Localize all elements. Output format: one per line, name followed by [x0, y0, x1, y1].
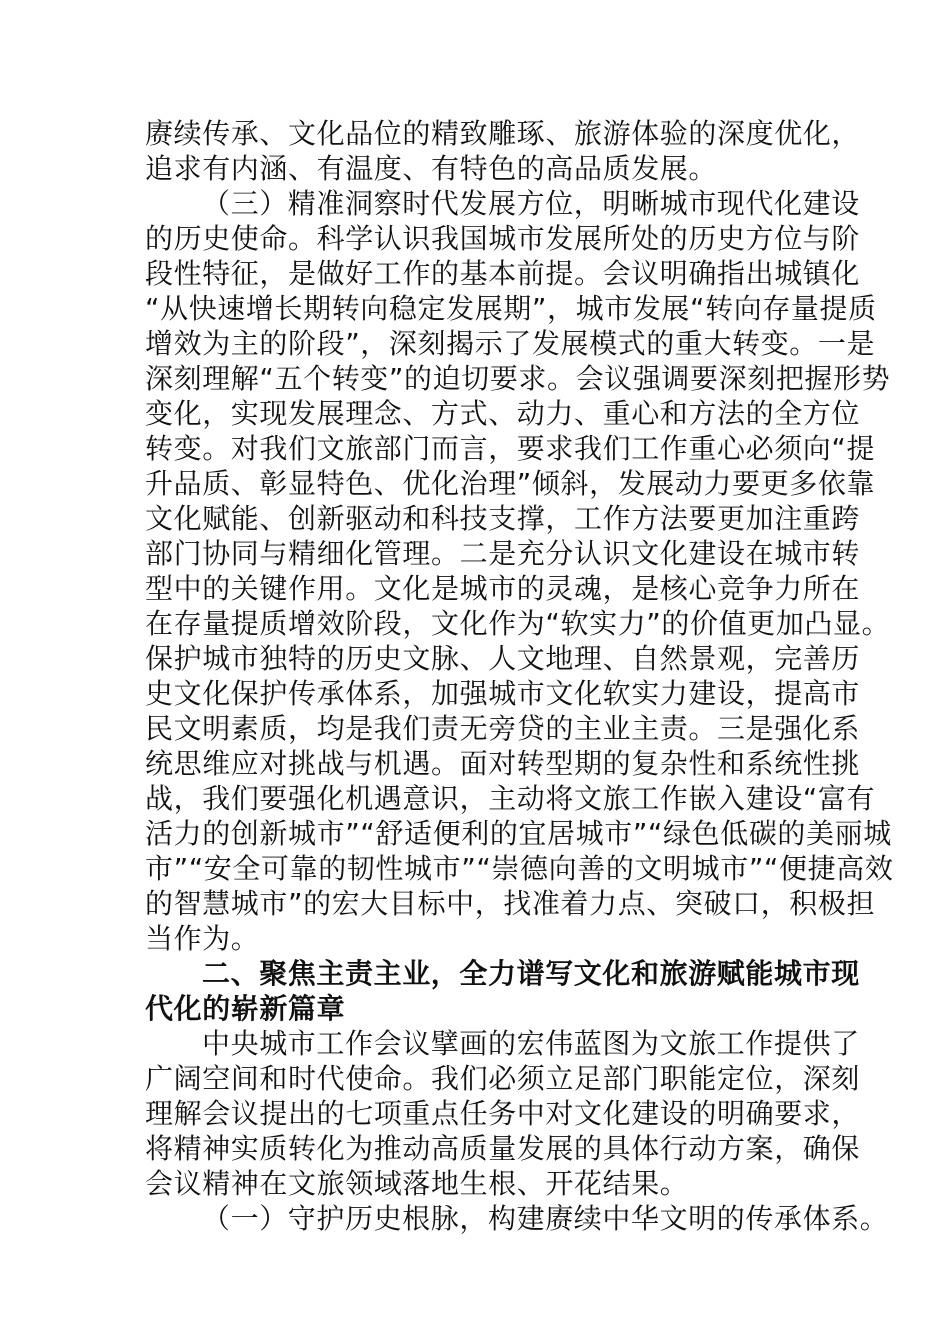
subheading-3: （三）精准洞察时代发展方位，明晰城市现代化建设	[202, 187, 860, 220]
text-line: 升品质、彰显特色、优化治理”倾斜，发展动力要更多依靠	[145, 467, 876, 500]
text-line: 民文明素质，均是我们责无旁贷的主业主责。三是强化系	[145, 712, 861, 745]
text-line: 的智慧城市”的宏大目标中，找准着力点、突破口，积极担	[145, 887, 876, 920]
text-line: “从快速增长期转向稳定发展期”，城市发展“转向存量提质	[145, 292, 877, 325]
text-line: 追求有内涵、有温度、有特色的高品质发展。	[145, 152, 718, 185]
text-line: 史文化保护传承体系，加强城市文化软实力建设，提高市	[145, 677, 861, 710]
text-line: 活力的创新城市”“舒适便利的宜居城市”“绿色低碳的美丽城	[145, 817, 892, 850]
text-line: 理解会议提出的七项重点任务中对文化建设的明确要求，	[145, 1097, 861, 1130]
text-line: 型中的关键作用。文化是城市的灵魂，是核心竞争力所在	[145, 572, 861, 605]
text-line: 中央城市工作会议擘画的宏伟蓝图为文旅工作提供了	[202, 1027, 860, 1060]
text-line: 保护城市独特的历史文脉、人文地理、自然景观，完善历	[145, 642, 861, 675]
text-line: 统思维应对挑战与机遇。面对转型期的复杂性和系统性挑	[145, 747, 861, 780]
text-line: 部门协同与精细化管理。二是充分认识文化建设在城市转	[145, 537, 861, 570]
section-heading: 二、聚焦主责主业，全力谱写文化和旅游赋能城市现	[202, 957, 860, 990]
section-heading: 代化的崭新篇章	[145, 992, 346, 1025]
text-line: 文化赋能、创新驱动和科技支撑，工作方法要更加注重跨	[145, 502, 861, 535]
text-line: 当作为。	[145, 922, 260, 955]
text-line: 战，我们要强化机遇意识，主动将文旅工作嵌入建设“富有	[145, 782, 876, 815]
text-line: 变化，实现发展理念、方式、动力、重心和方法的全方位	[145, 397, 861, 430]
text-line: 段性特征，是做好工作的基本前提。会议明确指出城镇化	[145, 257, 861, 290]
text-line: 增效为主的阶段”，深刻揭示了发展模式的重大转变。一是	[145, 327, 876, 360]
text-line: 在存量提质增效阶段，文化作为“软实力”的价值更加凸显。	[145, 607, 891, 640]
text-line: 将精神实质转化为推动高质量发展的具体行动方案，确保	[145, 1132, 861, 1165]
text-line: 深刻理解“五个转变”的迫切要求。会议强调要深刻把握形势	[145, 362, 891, 395]
text-line: 转变。对我们文旅部门而言，要求我们工作重心必须向“提	[145, 432, 876, 465]
text-line: 赓续传承、文化品位的精致雕琢、旅游体验的深度优化，	[145, 117, 861, 150]
text-line: 市”“安全可靠的韧性城市”“崇德向善的文明城市”“便捷高效	[145, 852, 894, 885]
text-line: 广阔空间和时代使命。我们必须立足部门职能定位，深刻	[145, 1062, 861, 1095]
text-line: 会议精神在文旅领域落地生根、开花结果。	[145, 1167, 689, 1200]
subheading-1: （一）守护历史根脉，构建赓续中华文明的传承体系。	[202, 1202, 889, 1235]
text-line: 的历史使命。科学认识我国城市发展所处的历史方位与阶	[145, 222, 861, 255]
